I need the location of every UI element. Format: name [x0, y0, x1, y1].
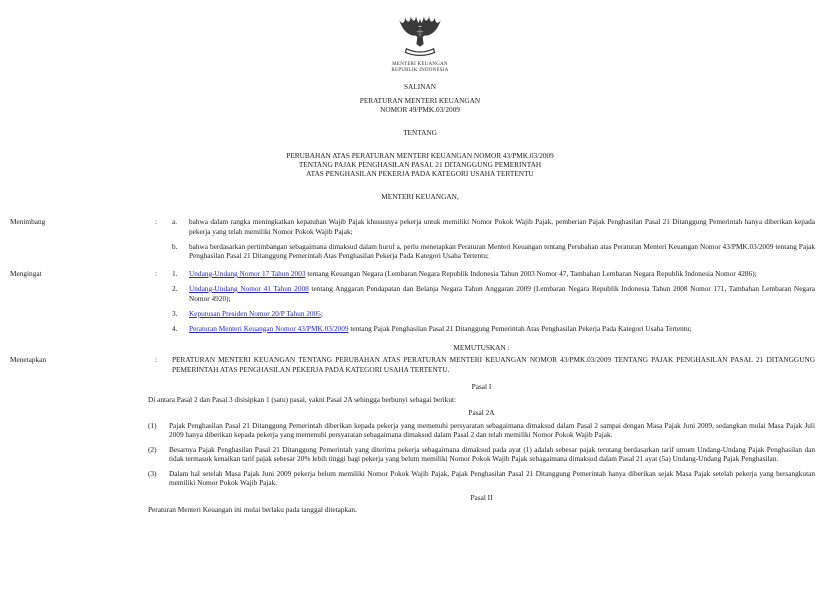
- article-2a-paragraph: [148, 445, 815, 464]
- item-text: [189, 324, 815, 334]
- item-text-rest: tentang Anggaran Pendapatan dan Belanja Negara Tahun Anggaran 2009 (Lembaran Negara Republik Indonesia Tahun 2008 Nomor 171, Tambahan Lembaran Negara Nomor 4920);: [189, 284, 815, 303]
- paragraph-marker: (1): [148, 420, 157, 430]
- item-text: [189, 269, 815, 279]
- considering-item: [172, 217, 815, 236]
- article-two-text: Peraturan Menteri Keuangan ini mulai berlaku pada tanggal ditetapkan.: [148, 505, 357, 514]
- article-2a-heading: Pasal 2A: [468, 408, 495, 417]
- subject-line-3: ATAS PENGHASILAN PEKERJA PADA KATEGORI USAHA TERTENTU: [306, 169, 534, 178]
- stipulating-colon: :: [155, 355, 158, 364]
- item-text: [189, 309, 815, 319]
- ministry-name-line: MENTERI KEUANGAN: [392, 61, 448, 67]
- considering-colon: :: [155, 217, 158, 226]
- presidential-decree-20p-2005-link[interactable]: Keputusan Presiden Nomor 20/P Tahun 2005: [189, 308, 321, 318]
- document-header-emblem-block: [0, 13, 840, 74]
- in-view-of-colon: :: [155, 269, 158, 278]
- about-label: TENTANG: [403, 128, 437, 137]
- law-17-2003-link[interactable]: Undang-Undang Nomor 17 Tahun 2003: [189, 269, 306, 278]
- decision-heading: MEMUTUSKAN :: [453, 342, 510, 352]
- subject-line-1: PERUBAHAN ATAS PERATURAN MENTERI KEUANGAN NOMOR 43/PMK.03/2009: [286, 151, 554, 160]
- legal-basis-item: [172, 284, 815, 303]
- item-marker: a.: [172, 217, 178, 226]
- in-view-of-label: Mengingat: [10, 269, 42, 278]
- in-view-of-section: [10, 269, 815, 339]
- item-text-rest: tentang Pajak Penghasilan Pasal 21 Ditanggung Pemerintah Atas Penghasilan Pekerja Pada Kategori Usaha Tertentu;: [348, 323, 692, 333]
- legal-basis-item: [172, 309, 815, 319]
- article-one-heading: Pasal I: [471, 382, 492, 391]
- item-text: bahwa dalam rangka meningkatkan kepatuhan Wajib Pajak khususnya pekerja untuk memiliki Nomor Pokok Wajib Pajak, pemberian Pajak Penghasilan Pasal 21 Ditanggung Pemerintah hanya diberikan kepada pekerja yang telah memiliki Nomor Pokok Wajib Pajak;: [189, 217, 815, 236]
- paragraph-marker: (2): [148, 444, 157, 454]
- copy-label: SALINAN: [403, 82, 437, 91]
- subject-line-2: TENTANG PAJAK PENGHASILAN PASAL 21 DITANGGUNG PEMERINTAH: [298, 160, 542, 169]
- item-text: bahwa berdasarkan pertimbangan sebagaimana dimaksud dalam huruf a, perlu menetapkan Peraturan Menteri Keuangan tentang Perubahan atas Peraturan Menteri Keuangan Nomor 43/PMK.03/2009 tentang Pajak Penghasilan Pasal 21 Ditanggung Pemerintah Atas Penghasilan Pekerja Pada Kategori Usaha Tertentu;: [189, 241, 815, 260]
- paragraph-marker: (3): [148, 468, 157, 478]
- legal-basis-item: [172, 269, 815, 279]
- stipulating-label: Menetapkan: [10, 355, 47, 364]
- paragraph-text: Besarnya Pajak Penghasilan Pasal 21 Ditanggung Pemerintah yang diterima pekerja sebagaimana dimaksud pada ayat (1) adalah sebesar pajak terutang berdasarkan tarif umum Undang-Undang Pajak Penghasilan dan tidak termasuk kenaikan tarif pajak sebesar 20% lebih tinggi bagi pekerja yang belum memiliki Nomor Pokok Wajib Pajak sebagaimana dimaksud dalam Pasal 21 ayat (5a) Undang-Undang Pajak Penghasilan.: [169, 444, 815, 463]
- considering-label: Menimbang: [10, 217, 46, 226]
- paragraph-text: Pajak Penghasilan Pasal 21 Ditanggung Pemerintah diberikan kepada pekerja yang memenuhi persyaratan sebagaimana dimaksud dalam Pasal 2 sampai dengan Masa Pajak Juni 2009, sedangkan mulai Masa Pajak Juli 2009 hanya diberikan kepada pekerja yang memenuhi persyaratan sebagaimana dimaksud dalam Pasal 2 dan telah memiliki Nomor Pokok Wajib Pajak.: [169, 420, 815, 439]
- article-2a-paragraph: [148, 469, 815, 488]
- paragraph-text: Dalam hal setelah Masa Pajak Juni 2009 pekerja belum memiliki Nomor Pokok Wajib Pajak, Pajak Penghasilan Pasal 21 Ditanggung Pemerintah hanya diberikan sejak Masa Pajak setelah pekerja yang bersangkutan memiliki Nomor Pokok Wajib Pajak.: [169, 468, 815, 487]
- item-text-rest: tentang Keuangan Negara (Lembaran Negara Republik Indonesia Tahun 2003 Nomor 47, Tambahan Lembaran Negara Republik Indonesia Nomor 4286);: [305, 269, 757, 278]
- item-marker: 4.: [172, 323, 178, 333]
- garuda-pancasila-emblem: [396, 13, 444, 62]
- issuer-line: MENTERI KEUANGAN,: [381, 192, 459, 201]
- stipulating-text: PERATURAN MENTERI KEUANGAN TENTANG PERUBAHAN ATAS PERATURAN MENTERI KEUANGAN NOMOR 43/PMK.03/2009 TENTANG PAJAK PENGHASILAN PASAL 21 DITANGGUNG PEMERINTAH ATAS PENGHASILAN PEKERJA PADA KATEGORI USAHA TERTENTU.: [172, 355, 815, 374]
- article-one-section: [148, 382, 815, 515]
- item-text: [189, 284, 815, 303]
- regulation-title: PERATURAN MENTERI KEUANGAN: [359, 96, 481, 105]
- pmk-43-2009-link[interactable]: Peraturan Menteri Keuangan Nomor 43/PMK.03/2009: [189, 323, 349, 333]
- legal-basis-item: [172, 324, 815, 334]
- republic-name-line: REPUBLIK INDONESIA: [391, 67, 449, 73]
- article-two-heading: Pasal II: [470, 492, 493, 502]
- considering-item: [172, 242, 815, 261]
- item-marker: b.: [172, 241, 178, 251]
- item-marker: 3.: [172, 308, 178, 318]
- article-one-intro: Di antara Pasal 2 dan Pasal 3 disisipkan 1 (satu) pasal, yakni Pasal 2A sehingga berbunyi sebagai berikut:: [148, 394, 457, 404]
- law-41-2008-link[interactable]: Undang-Undang Nomor 41 Tahun 2008: [189, 284, 309, 293]
- stipulating-section: [10, 355, 815, 374]
- item-marker: 1.: [172, 269, 178, 278]
- item-text-rest: ;: [320, 308, 323, 318]
- item-marker: 2.: [172, 284, 178, 293]
- regulation-number: NOMOR 49/PMK.03/2009: [380, 105, 460, 114]
- article-2a-paragraph: [148, 421, 815, 440]
- document-body: [10, 217, 815, 515]
- considering-section: [10, 217, 815, 266]
